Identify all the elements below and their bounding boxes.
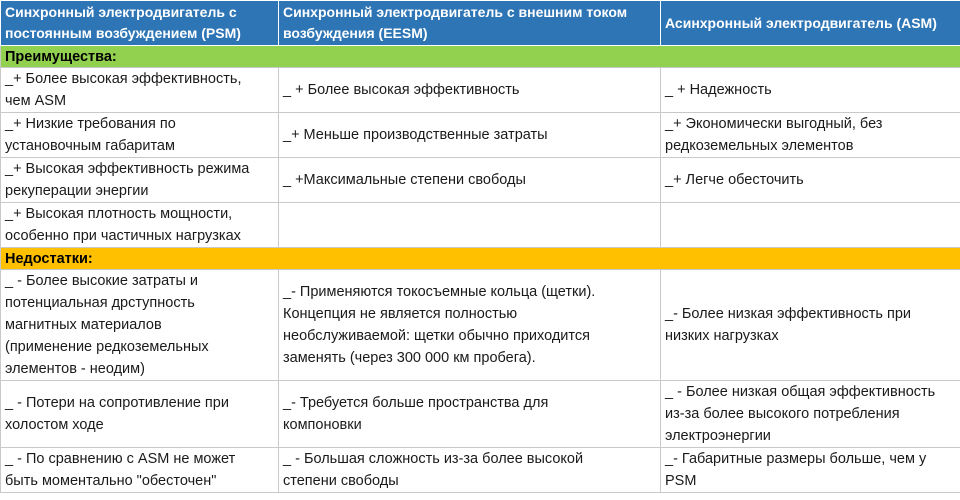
cell-text: _+ Низкие требования по установочным габаритам [5,116,176,154]
table-cell [661,270,960,381]
table-cell [279,68,661,113]
cell-text: _- Габаритные размеры больше, чем у PSM [665,451,927,489]
cell-text: _ - По сравнению с ASM не может быть моментально "обесточен" [5,451,236,489]
cell-text: _+ Высокая плотность мощности, особенно при частичных нагрузках [5,206,241,244]
table-row [1,203,960,248]
cell-text: _+ Более высокая эффективность, чем ASM [5,71,242,109]
cell-text: _ + Более высокая эффективность [283,82,520,98]
table-cell [279,448,661,493]
header-asm: Асинхронный электродвигатель (ASM) [661,1,960,46]
table-cell [661,68,960,113]
table-row [1,381,960,448]
cell-text: _+ Высокая эффективность режима рекуперации энергии [5,161,250,199]
cell-text: _+ Экономически выгодный, без редкоземельных элементов [665,116,883,154]
advantages-section-row [1,46,960,68]
table-cell [279,113,661,158]
table-cell [279,381,661,448]
table-cell [661,113,960,158]
cell-text: _ + Надежность [665,82,772,98]
cell-text: _- Применяются токосъемные кольца (щетки). Концепция не является полностью необслуживаемой: щетки обычно приходится заменять (через 300 000 км пробега). [283,284,596,366]
table-cell [661,448,960,493]
table-row [1,158,960,203]
table-cell [279,270,661,381]
cell-text: _+ Меньше производственные затраты [283,127,548,143]
table-cell [1,113,279,158]
table-cell [1,381,279,448]
cell-text: _- Более низкая эффективность при низких нагрузках [665,306,911,344]
table-cell [1,448,279,493]
table-cell [1,203,279,248]
advantages-label: Преимущества: [1,46,960,68]
disadvantages-section-row [1,248,960,270]
table-row [1,448,960,493]
table-row [1,68,960,113]
table-cell [661,158,960,203]
cell-text: _ - Более высокие затраты и потенциальная дрступность магнитных материалов (применение редкоземельных элементов - неодим) [5,273,209,377]
table-row [1,270,960,381]
cell-text: _- Требуется больше пространства для компоновки [283,395,549,433]
cell-text: _ - Большая сложность из-за более высокой степени свободы [283,451,584,489]
table-cell [661,203,960,248]
header-eesm: Синхронный электродвигатель с внешним током возбуждения (EESM) [279,1,661,46]
table-cell [279,203,661,248]
cell-text: _ - Потери на сопротивление при холостом ходе [5,395,229,433]
cell-text: _+ Легче обесточить [665,172,804,188]
table-cell [661,381,960,448]
table-cell [1,68,279,113]
header-psm: Синхронный электродвигатель с постоянным возбуждением (PSM) [1,1,279,46]
table-cell [1,158,279,203]
table-cell [1,270,279,381]
cell-text: _ - Более низкая общая эффективность из-за более высокого потребления электроэнергии [665,384,936,444]
table-row [1,113,960,158]
disadvantages-label: Недостатки: [1,248,960,270]
cell-text: _ +Максимальные степени свободы [283,172,526,188]
header-row [1,1,960,46]
table-cell [279,158,661,203]
